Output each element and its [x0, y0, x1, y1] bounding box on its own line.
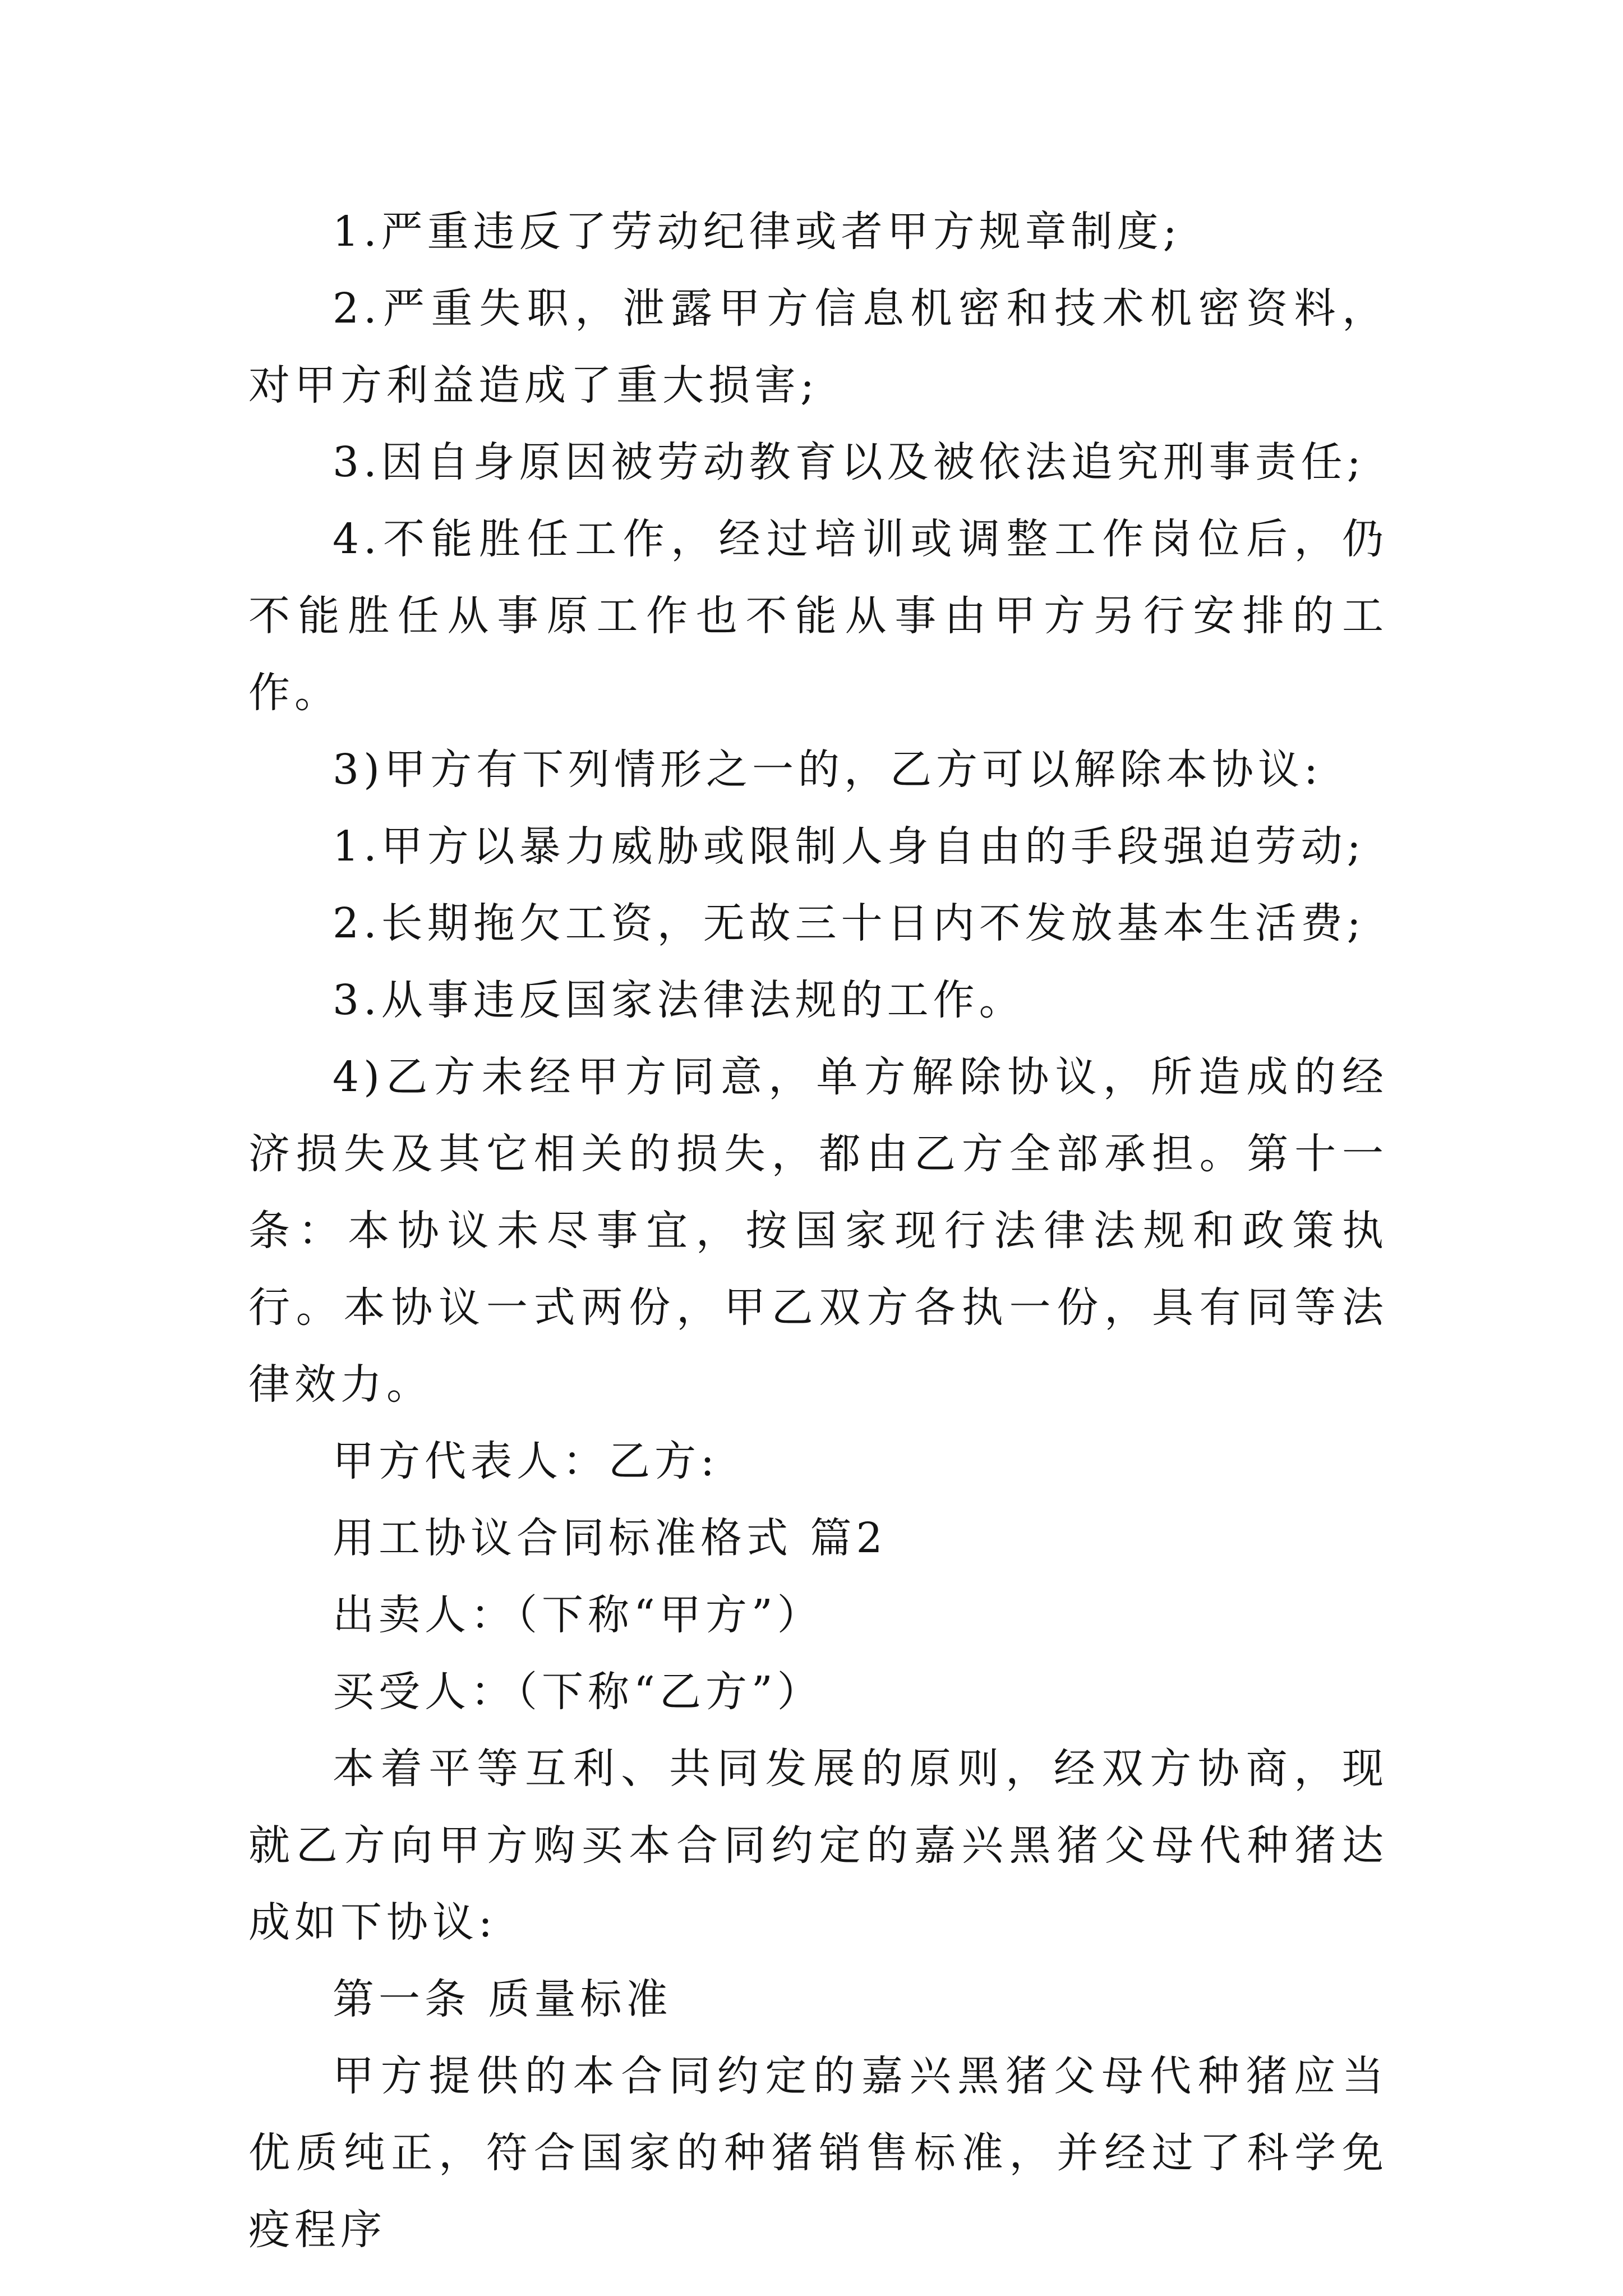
clause-item: 2.严重失职，泄露甲方信息机密和技术机密资料，对甲方利益造成了重大损害; — [248, 284, 1388, 409]
article-paragraph: 甲方提供的本合同约定的嘉兴黑猪父母代种猪应当优质纯正，符合国家的种猪销售标准，并经过了科学免疫程序 — [248, 2052, 1388, 2254]
clause-item: 1.甲方以暴力威胁或限制人身自由的手段强迫劳动; — [333, 822, 1366, 871]
seller-line: 出卖人：（下称“甲方”） — [333, 1591, 823, 1639]
article-title: 第一条 质量标准 — [333, 1975, 672, 2023]
section-title: 用工协议合同标准格式 篇2 — [333, 1514, 887, 1562]
clause-item: 3.从事违反国家法律法规的工作。 — [333, 976, 1025, 1024]
signature-line: 甲方代表人：乙方: — [333, 1437, 719, 1485]
clause-item: 1.严重违反了劳动纪律或者甲方规章制度; — [333, 208, 1182, 256]
buyer-line: 买受人：（下称“乙方”） — [333, 1668, 823, 1716]
clause-item: 4.不能胜任工作，经过培训或调整工作岗位后，仍不能胜任从事原工作也不能从事由甲方另行安排的工作。 — [248, 515, 1388, 717]
document-body — [248, 194, 1388, 2269]
clause-paragraph: 4)乙方未经甲方同意，单方解除协议，所造成的经济损失及其它相关的损失，都由乙方全部承担。第十一条：本协议未尽事宜，按国家现行法律法规和政策执行。本协议一式两份，甲乙双方各执一份，具有同等法律效力。 — [248, 1053, 1388, 1409]
preamble-paragraph: 本着平等互利、共同发展的原则，经双方协商，现就乙方向甲方购买本合同约定的嘉兴黑猪父母代种猪达成如下协议: — [248, 1745, 1388, 1947]
clause-item: 2.长期拖欠工资，无故三十日内不发放基本生活费; — [333, 899, 1366, 947]
clause-item: 3.因自身原因被劳动教育以及被依法追究刑事责任; — [333, 438, 1366, 486]
clause-heading: 3)甲方有下列情形之一的，乙方可以解除本协议: — [333, 746, 1322, 794]
